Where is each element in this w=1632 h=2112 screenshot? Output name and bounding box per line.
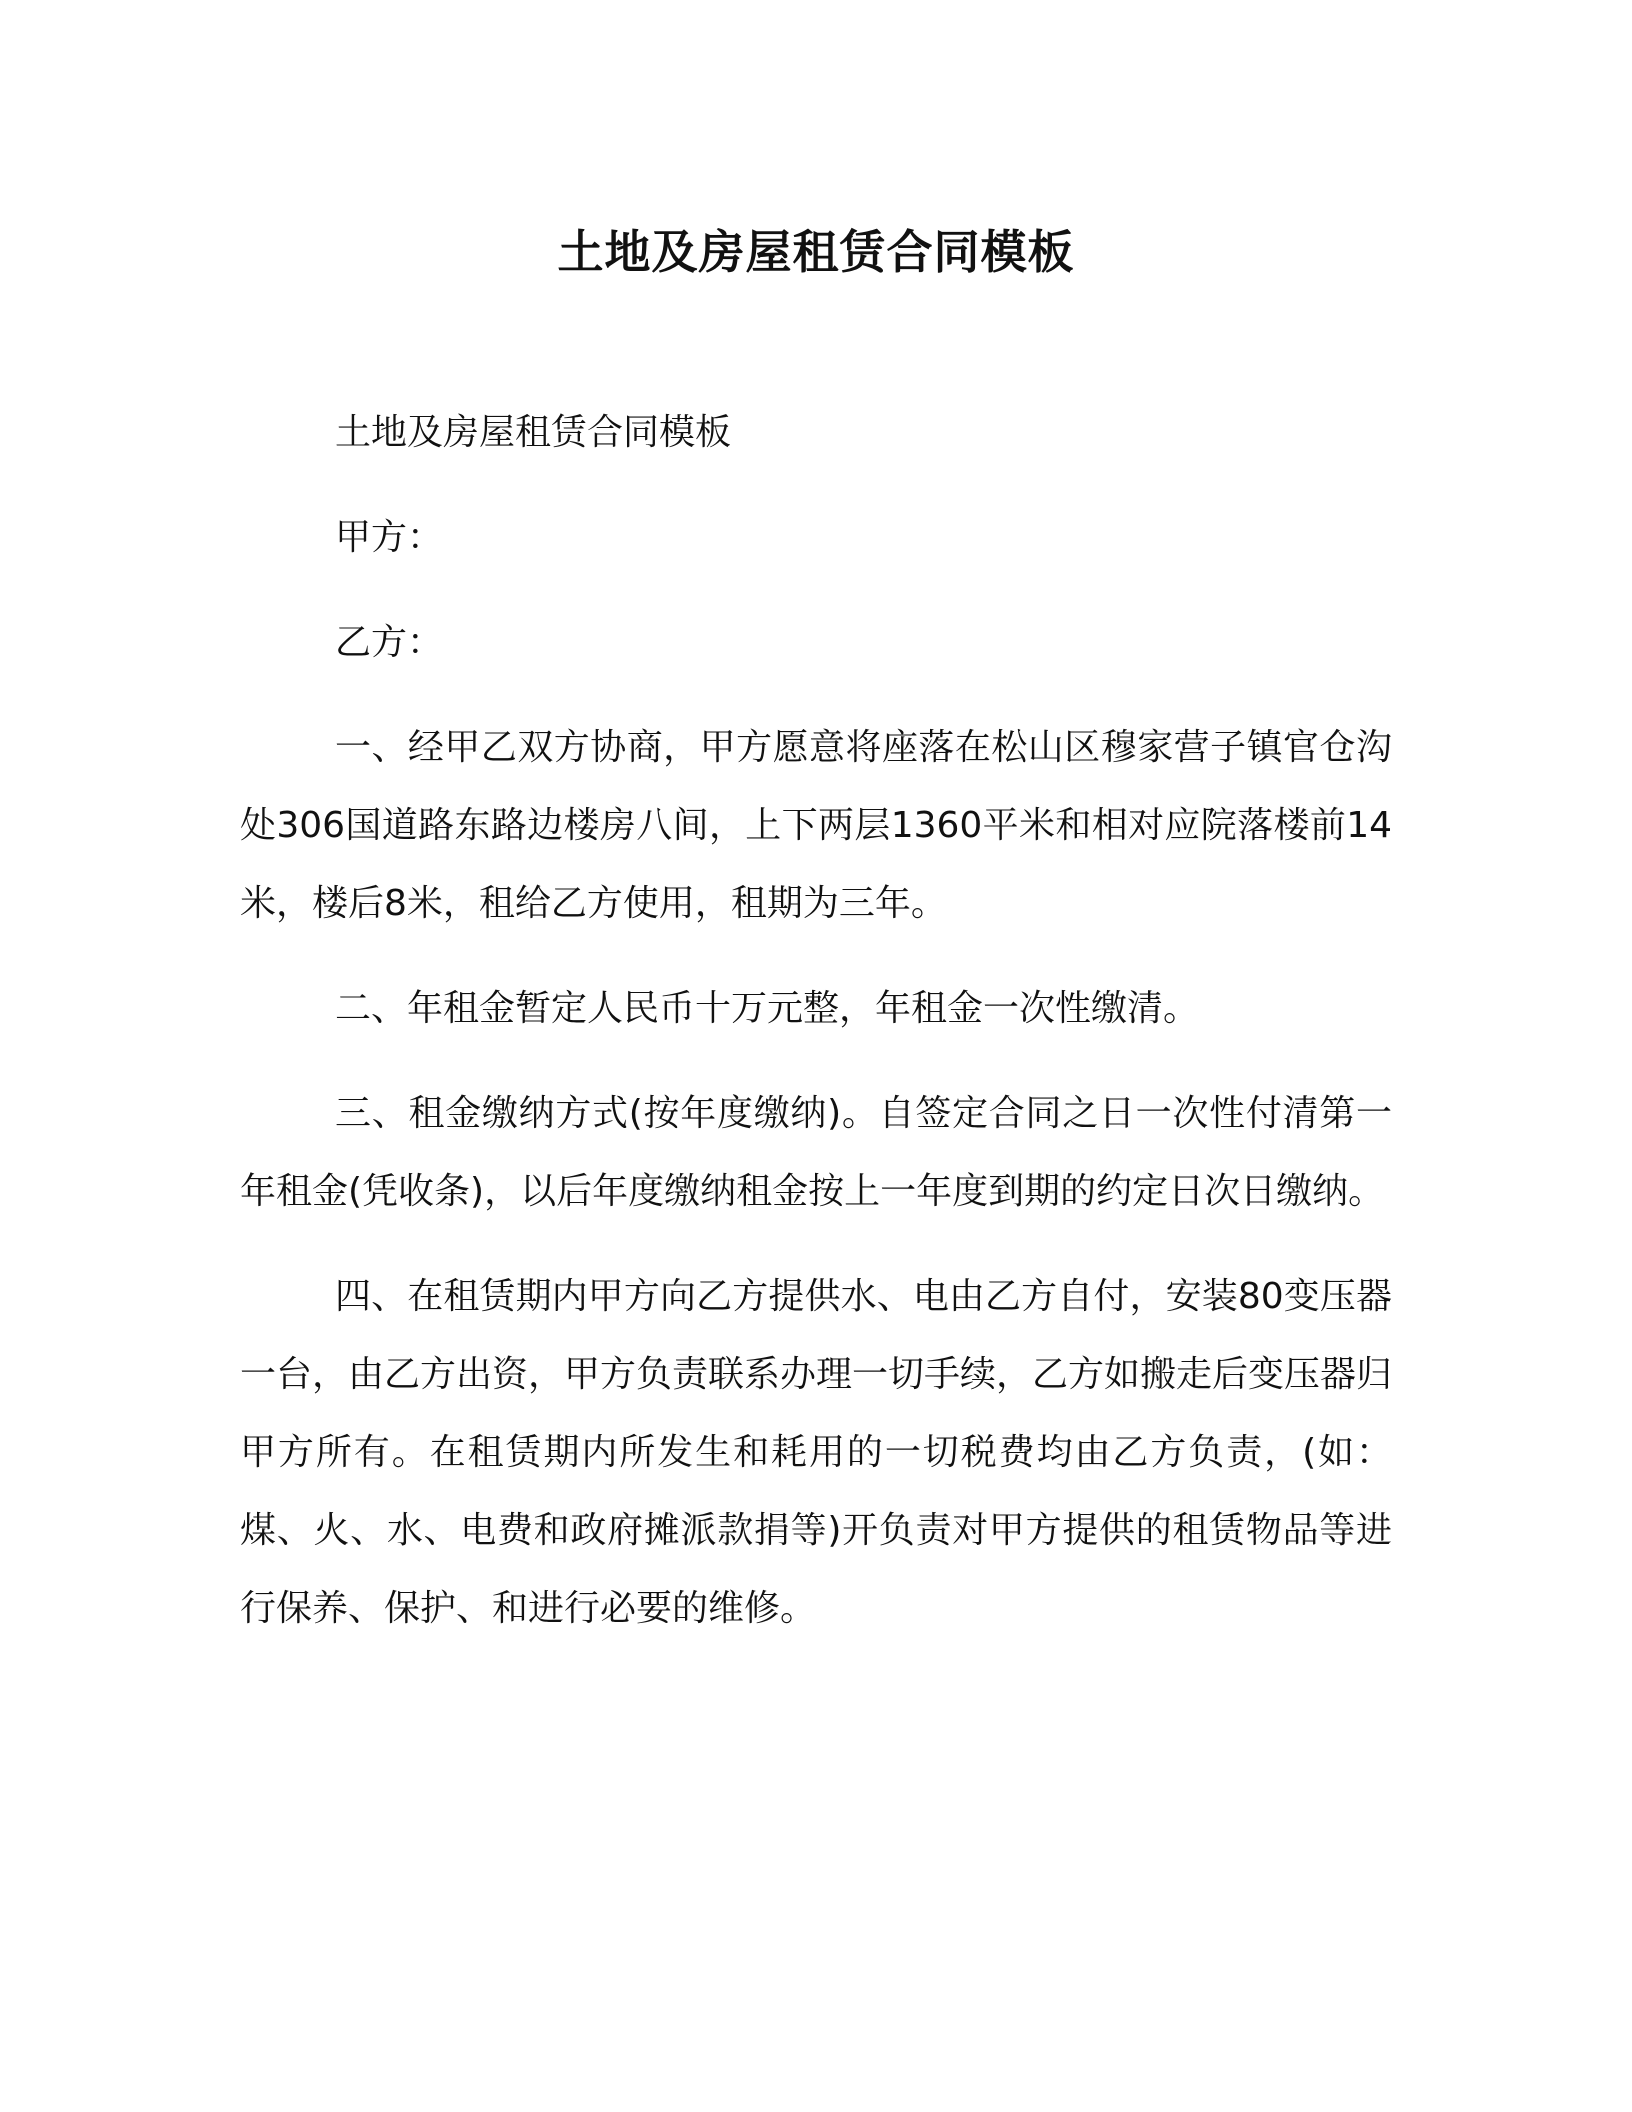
paragraph-clause-4: 四、在租赁期内甲方向乙方提供水、电由乙方自付，安装80变压器一台，由乙方出资，甲方负责联系办理一切手续，乙方如搬走后变压器归甲方所有。在租赁期内所发生和耗用的一切税费均由乙方负责，(如：煤、火、水、电费和政府摊派款捐等)开负责对甲方提供的租赁物品等进行保养、保护、和进行必要的维修。	[240, 1276, 1393, 1629]
document-title: 土地及房屋租赁合同模板	[557, 225, 1075, 279]
paragraph-clause-3: 三、租金缴纳方式(按年度缴纳)。自签定合同之日一次性付清第一年租金(凭收条)，以后年度缴纳租金按上一年度到期的约定日次日缴纳。	[240, 1093, 1392, 1212]
document-body	[240, 394, 1392, 1675]
paragraph-clause-1: 一、经甲乙双方协商，甲方愿意将座落在松山区穆家营子镇官仓沟处306国道路东路边楼房八间，上下两层1360平米和相对应院落楼前14米，楼后8米，租给乙方使用，租期为三年。	[240, 727, 1392, 924]
paragraph-party-a: 甲方：	[335, 517, 444, 558]
paragraph-clause-2: 二、年租金暂定人民币十万元整，年租金一次性缴清。	[335, 988, 1200, 1029]
paragraph-party-b: 乙方：	[335, 622, 444, 663]
paragraph-subtitle: 土地及房屋租赁合同模板	[335, 412, 732, 453]
